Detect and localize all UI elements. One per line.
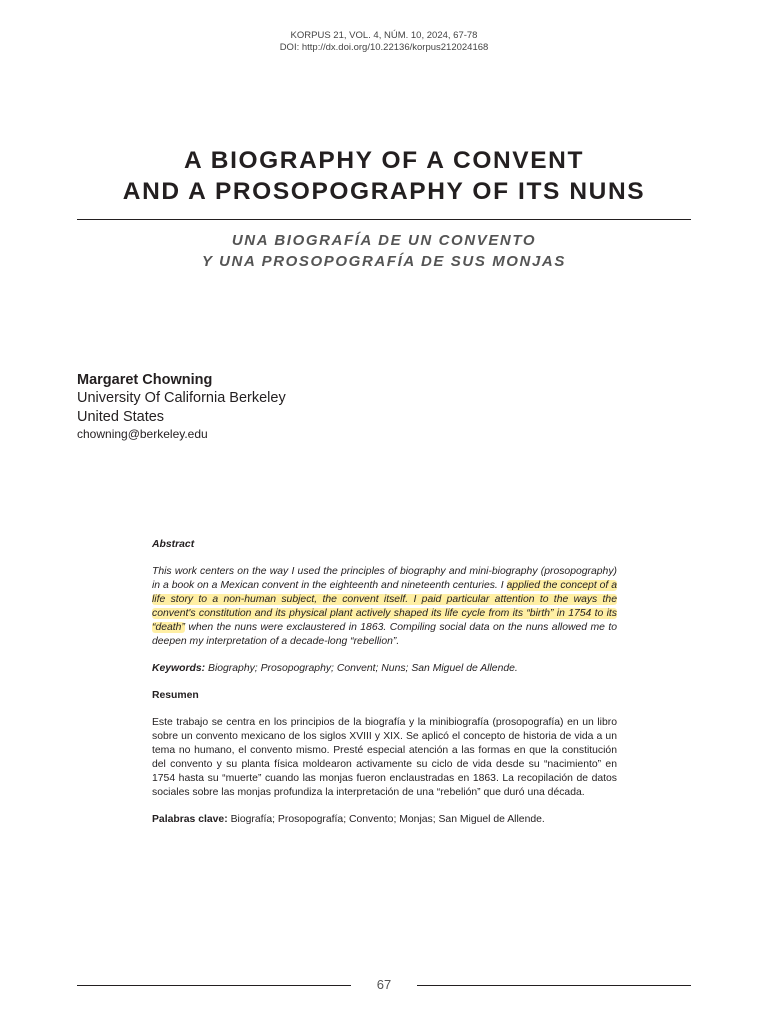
- article-title: [40, 145, 728, 207]
- article-subtitle: [40, 230, 728, 272]
- footer-rule-left: [77, 985, 351, 986]
- abstract-text: [152, 565, 617, 649]
- article-title-line-1: A BIOGRAPHY OF A CONVENT: [183, 147, 585, 174]
- abstract-text-end: when the nuns were exclaustered in 1863. Compiling social data on the nuns allowed me to deepen my interpretation of a decade-long “rebellion”.: [152, 622, 617, 647]
- abstract-highlighted-text[interactable]: applied the concept of a life story to a non-human subject, the convent itself. I paid particular attention to the ways the convent's constitution and its physical plant actively shaped its life cycle from its “birth” in 1754 to its “death”: [152, 580, 617, 633]
- abstract-text-start: This work centers on the way I used the principles of biography and mini-biography (prosopography) in a book on a Mexican convent in the eighteenth and nineteenth centuries. I: [152, 566, 617, 591]
- doi-line: DOI: http://dx.doi.org/10.22136/korpus212024168: [279, 42, 489, 53]
- author-block: [77, 371, 286, 442]
- abstract-heading: Abstract: [152, 539, 195, 550]
- article-subtitle-line-1: UNA BIOGRAFÍA DE UN CONVENTO: [231, 232, 537, 249]
- article-subtitle-line-2: Y UNA PROSOPOGRAFÍA DE SUS MONJAS: [202, 253, 566, 270]
- author-affiliation: University Of California Berkeley: [77, 390, 286, 406]
- abstract-section: [152, 538, 617, 827]
- palabras-clave: [152, 813, 617, 827]
- palabras-clave-value: Biografía; Prosopografía; Convento; Monjas; San Miguel de Allende.: [227, 814, 545, 825]
- article-title-line-2: AND A PROSOPOGRAPHY OF ITS NUNS: [122, 178, 646, 205]
- resumen-text: Este trabajo se centra en los principios de la biografía y la minibiografía (prosopografía) en un libro sobre un convento mexicano de los siglos XVIII y XIX. Se aplicó el concepto de historia de vida a un tema no humano, el convento mismo. Presté especial atención a las formas en que la constitución del convento y su planta física moldearon activamente su ciclo de vida desde su “nacimiento” en 1754 hasta su “muerte” cuando las monjas fueron enclaustradas en 1863. La recopilación de datos sociales sobre las monjas profundiza la interpretación de una “rebelión” que duró una década.: [152, 717, 617, 798]
- keywords-label: Keywords:: [152, 663, 206, 674]
- journal-citation: KORPUS 21, VOL. 4, NÚM. 10, 2024, 67-78: [290, 30, 478, 41]
- resumen-heading: Resumen: [152, 690, 199, 701]
- keywords: [152, 662, 617, 676]
- author-name: Margaret Chowning: [77, 372, 213, 388]
- journal-header: [0, 30, 768, 54]
- palabras-clave-label: Palabras clave:: [152, 814, 228, 825]
- title-divider: [77, 219, 691, 220]
- page-number: 67: [376, 977, 392, 992]
- keywords-value: Biography; Prosopography; Convent; Nuns; San Miguel de Allende.: [205, 663, 518, 674]
- author-email: chowning@berkeley.edu: [77, 427, 208, 441]
- footer-rule-right: [417, 985, 691, 986]
- author-country: United States: [77, 409, 165, 425]
